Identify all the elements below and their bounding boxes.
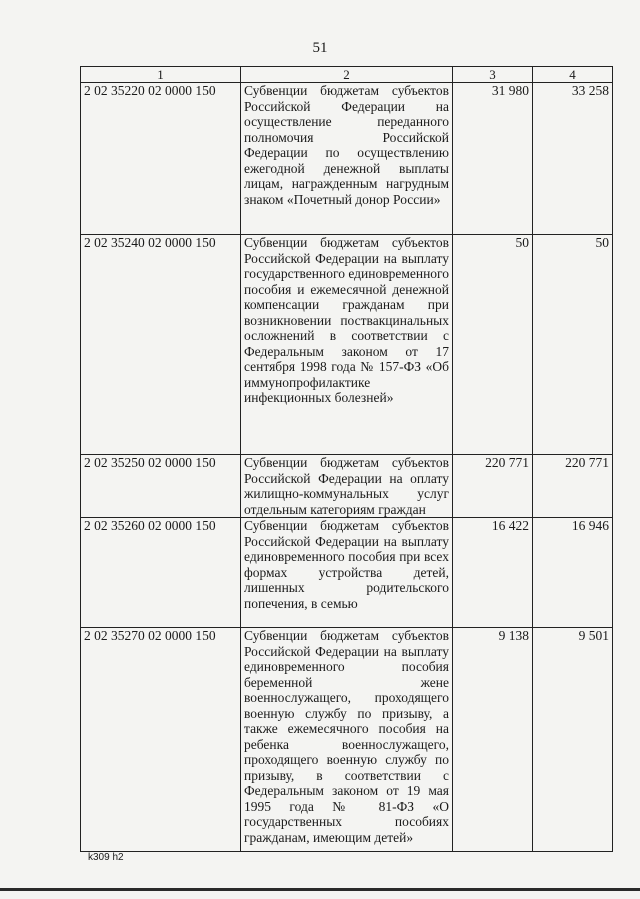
value-col3: 31 980 [453,83,533,235]
column-header-2: 2 [241,67,453,83]
budget-code: 2 02 35260 02 0000 150 [81,518,241,628]
row-description: Субвенции бюджетам субъектов Российской Федерации на выплату единовременного пособия беременной жене военнослужащего, проходящего военную службу по призыву, а также ежемесячного пособия на ребенка военнослужащего, проходящего военную службу по призыву, в соответствии с Федеральным законом от 19 мая 1995 года № 81-ФЗ «О государственных пособиях гражданам, имеющим детей» [241,628,453,852]
value-col4: 50 [533,235,613,455]
row-description: Субвенции бюджетам субъектов Российской Федерации на осуществление переданного полномочия Российской Федерации по осуществлению ежегодной денежной выплаты лицам, награжденным нагрудным знаком «Почетный донор России» [241,83,453,235]
column-header-1: 1 [81,67,241,83]
table-row [81,83,613,235]
value-col3: 9 138 [453,628,533,852]
budget-code: 2 02 35270 02 0000 150 [81,628,241,852]
value-col3: 220 771 [453,455,533,518]
budget-code: 2 02 35240 02 0000 150 [81,235,241,455]
row-description: Субвенции бюджетам субъектов Российской Федерации на оплату жилищно-коммунальных услуг отдельным категориям граждан [241,455,453,518]
value-col4: 220 771 [533,455,613,518]
row-description: Субвенции бюджетам субъектов Российской Федерации на выплату единовременного пособия при всех формах устройства детей, лишенных родительского попечения, в семью [241,518,453,628]
value-col4: 9 501 [533,628,613,852]
table-row [81,235,613,455]
table-row [81,455,613,518]
value-col3: 16 422 [453,518,533,628]
budget-code: 2 02 35220 02 0000 150 [81,83,241,235]
footer-code: k309 h2 [88,852,124,863]
column-header-3: 3 [453,67,533,83]
table-row [81,628,613,852]
page-number: 51 [312,40,328,56]
budget-code: 2 02 35250 02 0000 150 [81,455,241,518]
value-col3: 50 [453,235,533,455]
table-row [81,518,613,628]
value-col4: 33 258 [533,83,613,235]
column-header-4: 4 [533,67,613,83]
value-col4: 16 946 [533,518,613,628]
table-header-row [81,67,613,83]
budget-table [80,66,613,852]
bottom-scan-edge [0,888,640,891]
row-description: Субвенции бюджетам субъектов Российской Федерации на выплату государственного единовременного пособия и ежемесячной денежной компенсации гражданам при возникновении поствакцинальных осложнений в соответствии с Федеральным законом от 17 сентября 1998 года № 157-ФЗ «Об иммунопрофилактике инфекционных болезней» [241,235,453,455]
